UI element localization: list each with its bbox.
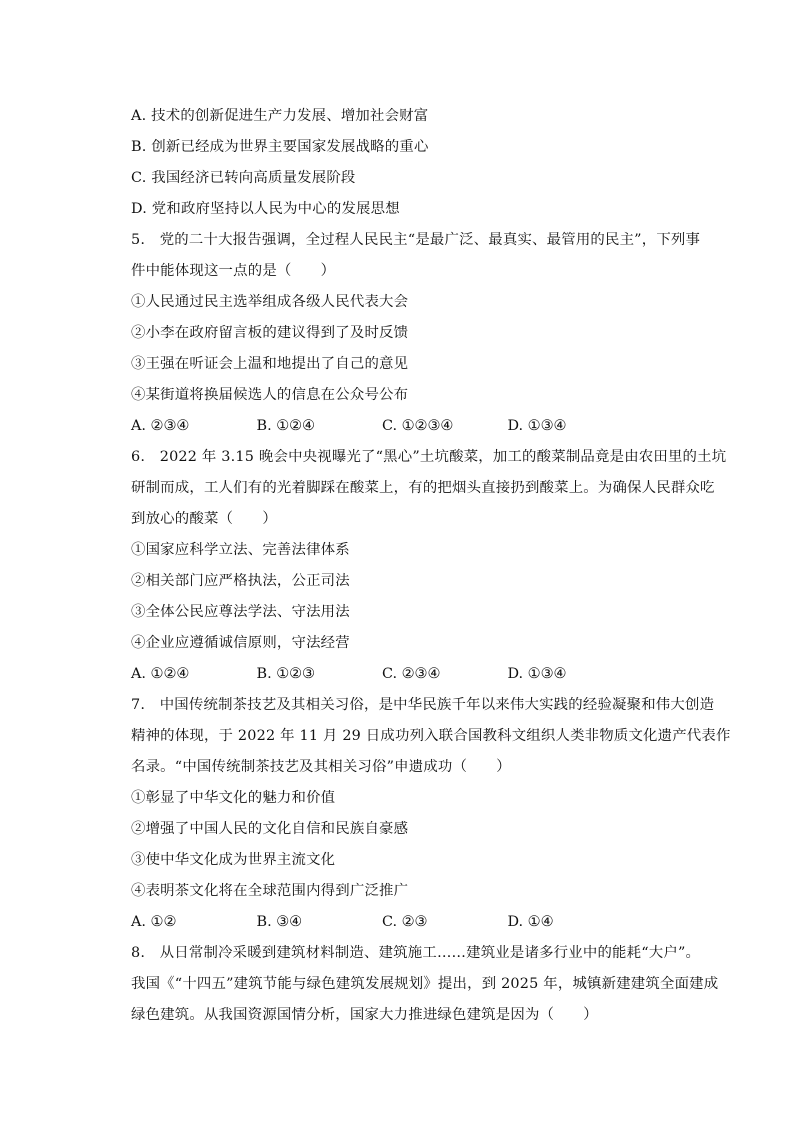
question-6 (131, 442, 727, 690)
q5-item-4: ④某街道将换届候选人的信息在公众号公布 (131, 387, 409, 403)
q5-item-3: ③王强在听证会上温和地提出了自己的意见 (131, 356, 409, 372)
q7-item-3: ③使中华文化成为世界主流文化 (131, 852, 336, 868)
q7-stem-line-3: 名录。“中国传统制茶技艺及其相关习俗”申遗成功（ ） (131, 759, 511, 775)
question-7 (131, 690, 731, 938)
q5-choices (131, 411, 697, 442)
q7-choice-d: D. ①④ (507, 914, 554, 930)
q5-item-2: ②小李在政府留言板的建议得到了及时反馈 (131, 325, 409, 341)
q5-choice-d: D. ①③④ (507, 418, 567, 434)
q6-item-3: ③全体公民应尊法学法、守法用法 (131, 604, 350, 620)
q6-choice-a: A. ①②④ (131, 666, 190, 682)
q5-choice-c: C. ①②③④ (382, 418, 454, 434)
q8-stem-line-3: 绿色建筑。从我国资源国情分析，国家大力推进绿色建筑是因为（ ） (131, 1007, 598, 1023)
q6-item-1: ①国家应科学立法、完善法律体系 (131, 542, 350, 558)
q7-choice-b: B. ③④ (256, 914, 303, 930)
q7-choice-a: A. ①② (131, 914, 177, 930)
q7-choice-c: C. ②③ (382, 914, 428, 930)
q5-stem-line-2: 件中能体现这一点的是（ ） (131, 263, 336, 279)
q4-option-a: A. 技术的创新促进生产力发展、增加社会财富 (131, 108, 429, 124)
q6-choices (131, 659, 697, 690)
q5-choice-a: A. ②③④ (131, 418, 190, 434)
q6-choice-b: B. ①②③ (256, 666, 315, 682)
q7-item-1: ①彰显了中华文化的魅力和价值 (131, 790, 336, 806)
question-5 (131, 225, 701, 442)
q7-choices (131, 907, 697, 938)
q5-item-1: ①人民通过民主选举组成各级人民代表大会 (131, 294, 409, 310)
q6-item-2: ②相关部门应严格执法，公正司法 (131, 573, 350, 589)
q7-item-2: ②增强了中国人民的文化自信和民族自豪感 (131, 821, 409, 837)
q6-stem-line-1: 6. 2022 年 3.15 晚会中央视曝光了“黑心”土坑酸菜，加工的酸菜制品竟是由农田里的土坑 (131, 449, 727, 465)
q6-choice-c: C. ②③④ (382, 666, 441, 682)
question-8 (131, 938, 719, 1031)
q4-option-b: B. 创新已经成为世界主要国家发展战略的重心 (131, 139, 429, 155)
q6-stem-line-2: 研制而成，工人们有的光着脚踩在酸菜上，有的把烟头直接扔到酸菜上。为确保人民群众吃 (131, 480, 715, 496)
q6-choice-d: D. ①③④ (507, 666, 567, 682)
q4-option-c: C. 我国经济已转向高质量发展阶段 (131, 170, 356, 186)
q5-stem-line-1: 5. 党的二十大报告强调，全过程人民民主“是最广泛、最真实、最管用的民主”，下列事 (131, 232, 701, 248)
q8-stem-line-1: 8. 从日常制冷采暖到建筑材料制造、建筑施工……建筑业是诸多行业中的能耗“大户”。 (131, 945, 701, 961)
q7-stem-line-2: 精神的体现，于 2022 年 11 月 29 日成功列入联合国教科文组织人类非物质文化遗产代表作 (131, 728, 731, 744)
q6-stem-line-3: 到放心的酸菜（ ） (131, 511, 277, 527)
q8-stem-line-2: 我国《“十四五”建筑节能与绿色建筑发展规划》提出，到 2025 年，城镇新建建筑全面建成 (131, 976, 719, 992)
q6-item-4: ④企业应遵循诚信原则，守法经营 (131, 635, 350, 651)
q7-stem-line-1: 7. 中国传统制茶技艺及其相关习俗，是中华民族千年以来伟大实践的经验凝聚和伟大创造 (131, 697, 715, 713)
q5-choice-b: B. ①②④ (256, 418, 315, 434)
q4-options (131, 101, 697, 225)
page-content (131, 101, 731, 1031)
q4-option-d: D. 党和政府坚持以人民为中心的发展思想 (131, 201, 400, 217)
q7-item-4: ④表明茶文化将在全球范围内得到广泛推广 (131, 883, 409, 899)
